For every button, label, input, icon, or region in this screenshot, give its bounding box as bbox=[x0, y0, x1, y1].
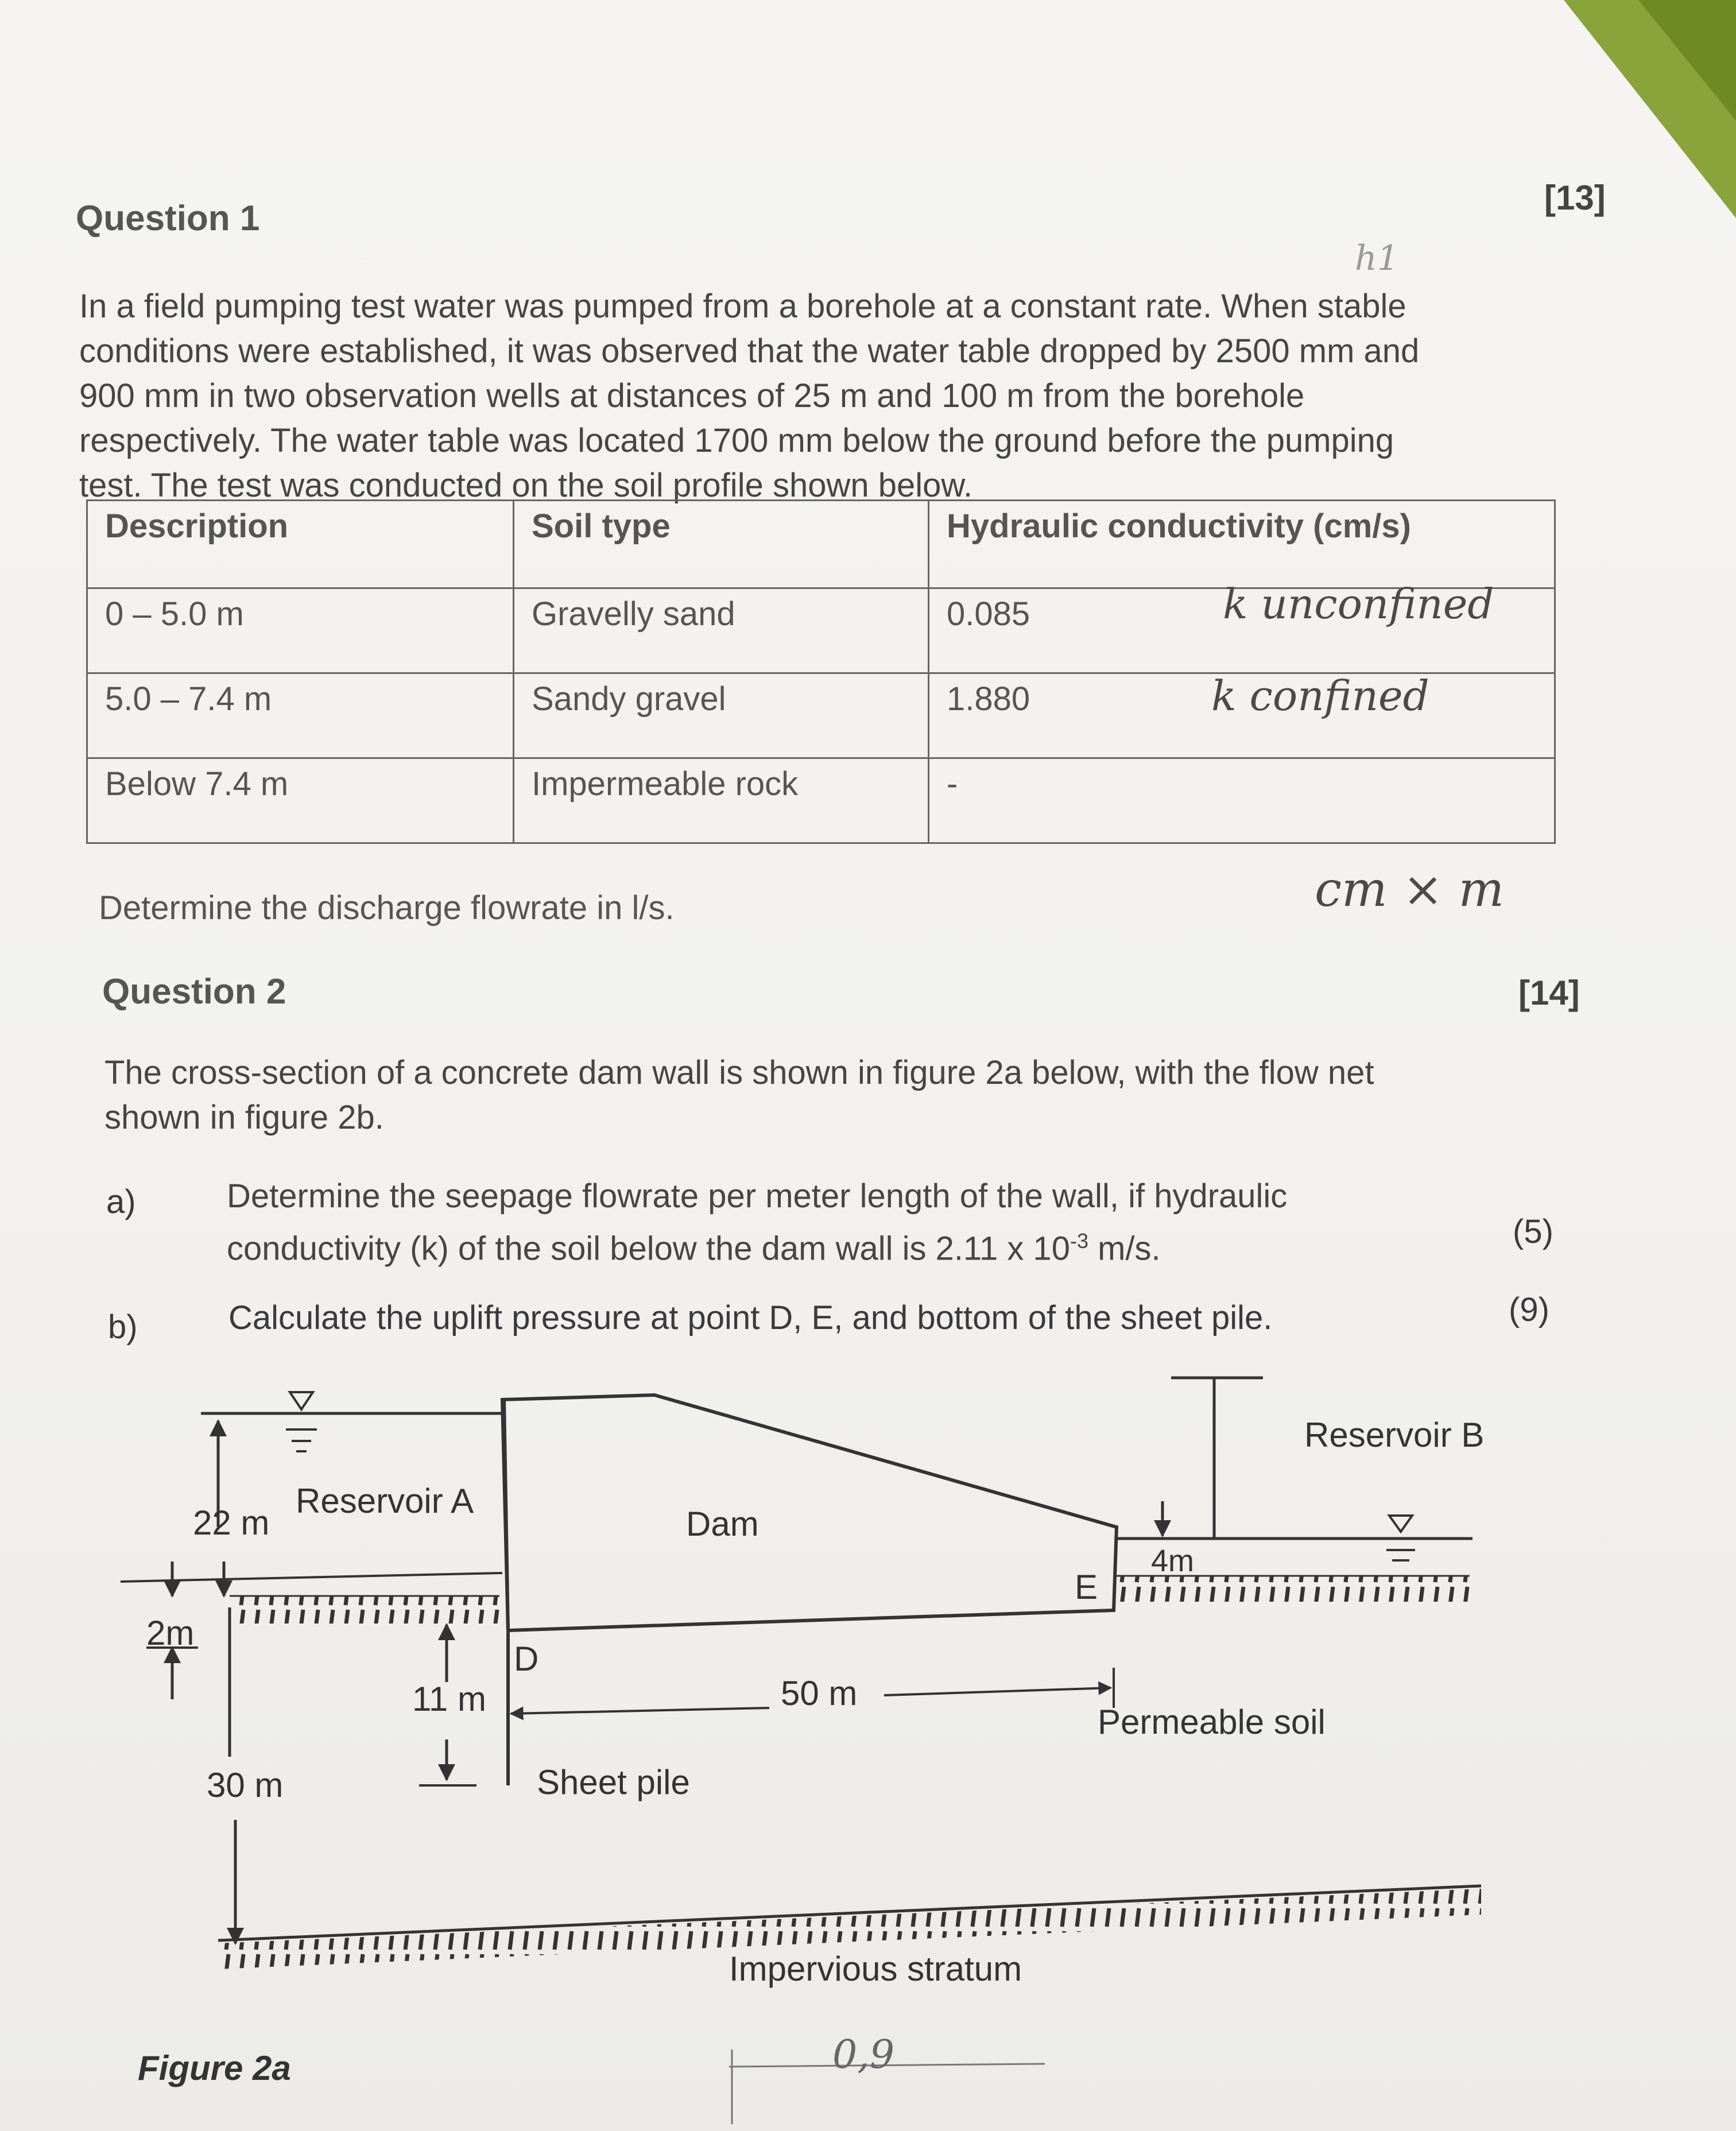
label-22m: 22 m bbox=[193, 1504, 270, 1542]
dam-outline bbox=[502, 1395, 1117, 1630]
dam-left-face bbox=[504, 1400, 508, 1630]
q2b-label: b) bbox=[108, 1308, 138, 1346]
q2-marks: [14] bbox=[1518, 974, 1580, 1012]
hatch-ground-right bbox=[1117, 1576, 1470, 1602]
label-30m: 30 m bbox=[207, 1766, 284, 1804]
dim-50m-arrow-right bbox=[884, 1688, 1111, 1695]
label-11m: 11 m bbox=[412, 1680, 486, 1718]
table-header: Hydraulic conductivity (cm/s) bbox=[929, 501, 1555, 588]
q2-title: Question 2 bbox=[102, 972, 286, 1012]
q2-line: shown in figure 2b. bbox=[104, 1099, 384, 1136]
label-permeable-soil: Permeable soil bbox=[1098, 1703, 1326, 1741]
q1-marks: [13] bbox=[1544, 179, 1606, 217]
dim-50m-arrow-left bbox=[511, 1708, 769, 1714]
hatch-ground-left bbox=[235, 1596, 499, 1624]
label-sheet-pile: Sheet pile bbox=[537, 1763, 690, 1801]
handwritten-bottom-note: 0,9 bbox=[832, 2032, 895, 2078]
water-level-symbol-a bbox=[290, 1392, 313, 1409]
table-cell: 0 – 5.0 m bbox=[87, 588, 514, 673]
table-cell: Below 7.4 m bbox=[87, 758, 514, 843]
q2a-marks: (5) bbox=[1513, 1213, 1553, 1250]
label-point-e: E bbox=[1075, 1568, 1098, 1606]
table-cell: Sandy gravel bbox=[514, 673, 929, 758]
water-level-symbol-b bbox=[1389, 1516, 1412, 1532]
q1-line: In a field pumping test water was pumped from a borehole at a constant rate. When stable bbox=[79, 288, 1406, 325]
q1-line: respectively. The water table was located 1700 mm below the ground before the pumping bbox=[79, 422, 1394, 459]
q1-line: 900 mm in two observation wells at distances of 25 m and 100 m from the borehole bbox=[79, 377, 1305, 414]
handwritten-cm-x-m: cm × m bbox=[1315, 861, 1505, 917]
label-50m: 50 m bbox=[781, 1674, 858, 1712]
table-header: Description bbox=[87, 501, 514, 588]
q1-line: test. The test was conducted on the soil profile shown below. bbox=[79, 467, 973, 504]
q2a-line2-post: m/s. bbox=[1088, 1230, 1161, 1268]
handwritten-h1: h1 bbox=[1355, 238, 1399, 278]
table-cell: Impermeable rock bbox=[514, 758, 929, 843]
q2a-label: a) bbox=[106, 1183, 136, 1221]
label-point-d: D bbox=[514, 1640, 539, 1678]
q1-line: conditions were established, it was observed that the water table dropped by 2500 mm and bbox=[79, 332, 1420, 370]
table-cell: Gravelly sand bbox=[514, 588, 929, 673]
label-reservoir-b: Reservoir B bbox=[1304, 1416, 1485, 1454]
q1-task: Determine the discharge flowrate in l/s. bbox=[99, 889, 675, 927]
label-2m: 2m bbox=[146, 1614, 195, 1652]
label-dam: Dam bbox=[686, 1505, 759, 1543]
table-cell: - bbox=[929, 758, 1555, 843]
table-header: Soil type bbox=[514, 501, 929, 588]
q2a-line1: Determine the seepage flowrate per meter length of the wall, if hydraulic bbox=[227, 1177, 1288, 1215]
q2a-line2-pre: conductivity (k) of the soil below the dam wall is 2.11 x 10 bbox=[227, 1230, 1070, 1268]
q2a-line2-exp: -3 bbox=[1070, 1229, 1088, 1253]
label-reservoir-a: Reservoir A bbox=[296, 1482, 474, 1520]
q1-title: Question 1 bbox=[76, 199, 260, 238]
table-cell: 5.0 – 7.4 m bbox=[87, 673, 514, 758]
q2-line: The cross-section of a concrete dam wall is shown in figure 2a below, with the flow net bbox=[104, 1054, 1374, 1091]
q2b-marks: (9) bbox=[1509, 1291, 1549, 1328]
q2b-text: Calculate the uplift pressure at point D, E, and bottom of the sheet pile. bbox=[228, 1299, 1273, 1336]
table-cell: 0.085 bbox=[929, 588, 1555, 673]
handwritten-k-confined: k confined bbox=[1211, 672, 1429, 720]
table-cell: 1.880 bbox=[929, 673, 1555, 758]
figure-caption: Figure 2a bbox=[138, 2049, 291, 2087]
ground-line-left bbox=[121, 1573, 502, 1582]
label-4m: 4m bbox=[1151, 1544, 1195, 1578]
handwritten-k-unconfined: k unconfined bbox=[1223, 580, 1494, 628]
label-impervious-stratum: Impervious stratum bbox=[729, 1950, 1022, 1988]
